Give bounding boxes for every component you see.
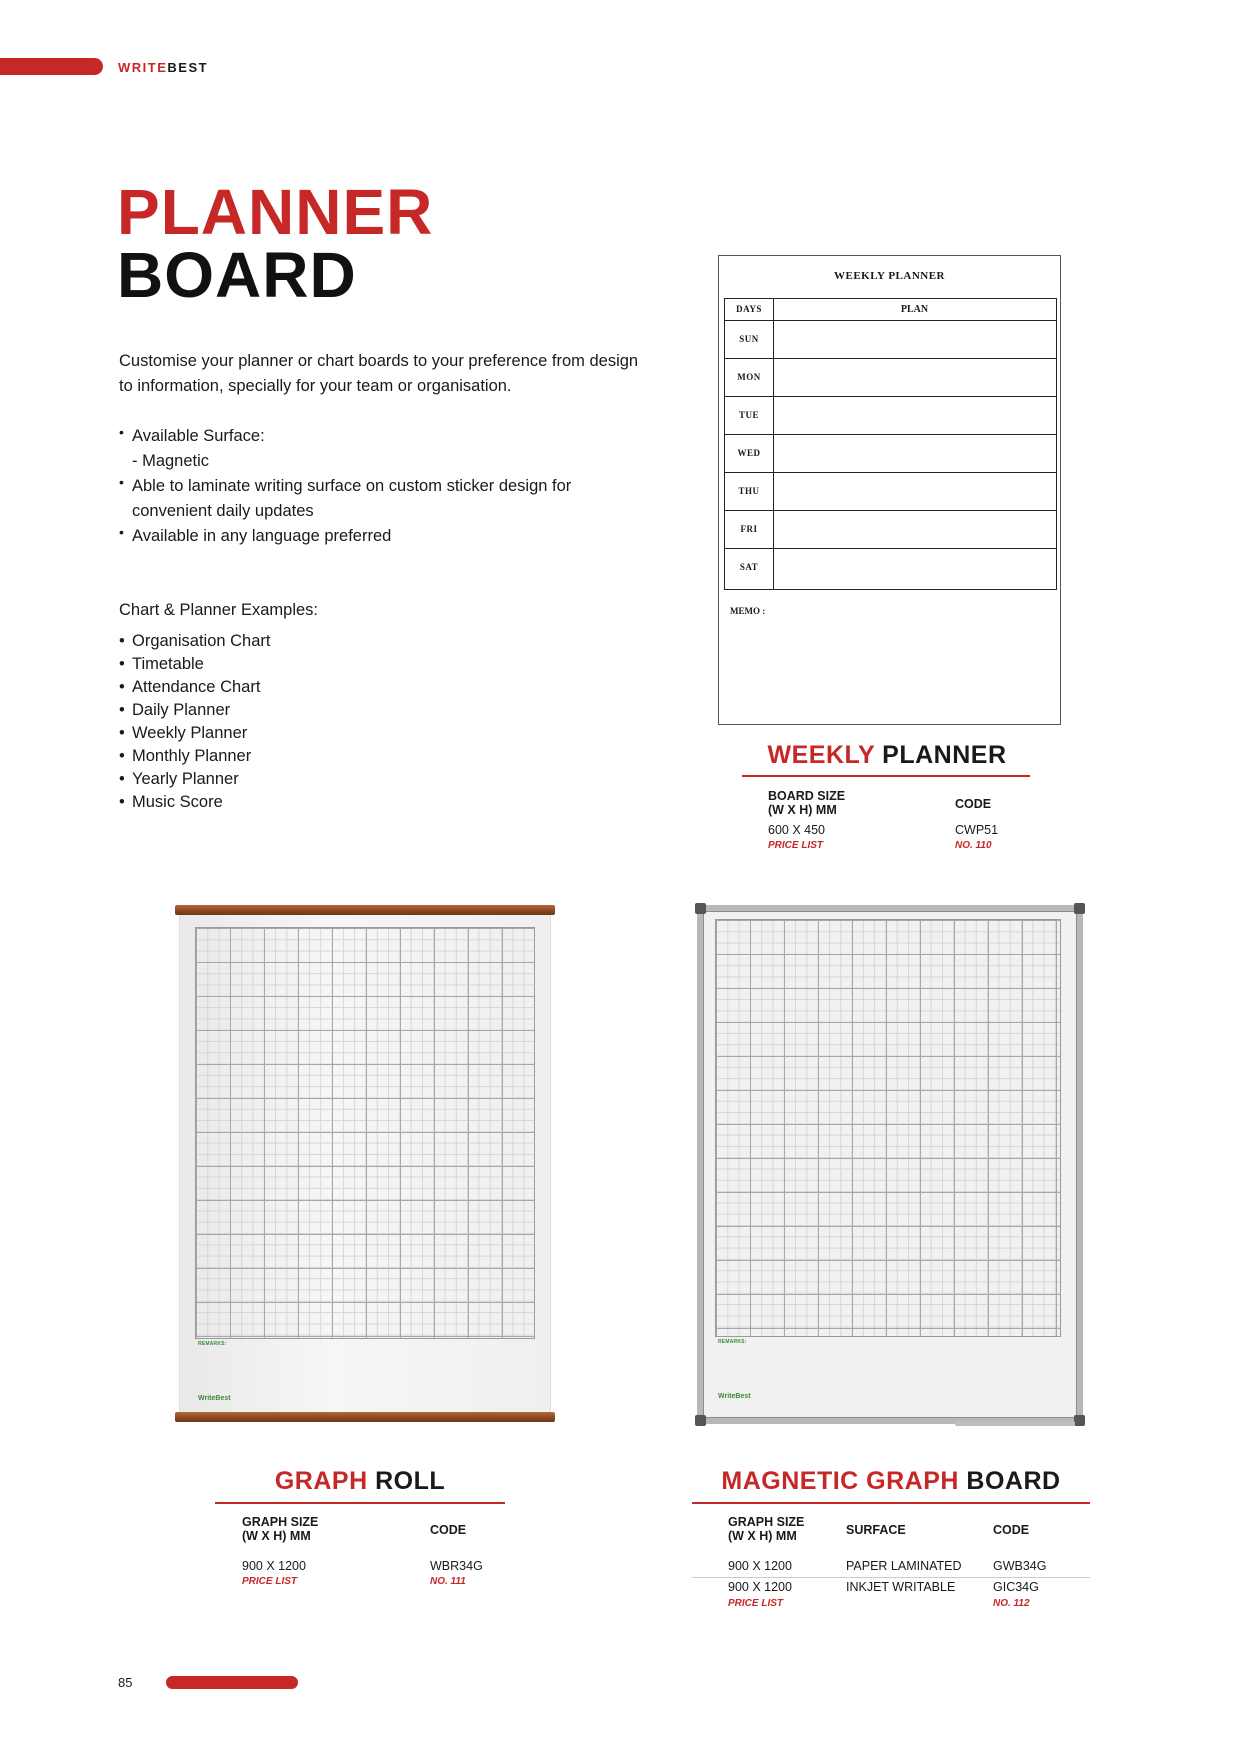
weekly-planner-sheet bbox=[718, 255, 1061, 725]
intro-paragraph: Customise your planner or chart boards to your preference from design to information, specially for your team or organisation. bbox=[119, 352, 639, 395]
col-header-code: CODE bbox=[993, 1523, 1030, 1537]
code-value: GWB34G bbox=[993, 1559, 1047, 1573]
page-number: 85 bbox=[118, 1675, 133, 1690]
code-value: GIC34G bbox=[993, 1580, 1039, 1594]
example-item: • Organisation Chart bbox=[119, 632, 271, 650]
feature-item: • Able to laminate writing surface on custom sticker design for convenient daily updates bbox=[119, 474, 572, 520]
col-header-code: CODE bbox=[430, 1523, 467, 1537]
graph-roll-rule bbox=[215, 1502, 505, 1504]
photo-remarks-text: REMARKS: bbox=[718, 1339, 747, 1345]
day-label: WED bbox=[737, 448, 761, 458]
feature-item: • Available in any language preferred bbox=[119, 524, 392, 545]
brand-part-write: WRITE bbox=[118, 60, 168, 75]
price-list-label: PRICE LIST bbox=[728, 1598, 784, 1609]
price-list-label: PRICE LIST bbox=[768, 840, 824, 851]
day-label: THU bbox=[738, 486, 760, 496]
example-item: • Music Score bbox=[119, 793, 223, 811]
surface-value: PAPER LAMINATED bbox=[846, 1559, 962, 1573]
price-list-label: PRICE LIST bbox=[242, 1576, 298, 1587]
graph-size-value: 900 X 1200 bbox=[728, 1580, 792, 1594]
day-label: SUN bbox=[739, 334, 759, 344]
example-item: • Daily Planner bbox=[119, 701, 231, 719]
graph-size-value: 900 X 1200 bbox=[242, 1559, 306, 1573]
wooden-rod-top bbox=[175, 905, 555, 915]
example-item: • Attendance Chart bbox=[119, 678, 261, 696]
magnetic-graph-rule bbox=[692, 1502, 1090, 1504]
page-title-line1: PLANNER bbox=[117, 176, 434, 248]
day-label: SAT bbox=[739, 562, 759, 572]
header-accent-bar bbox=[0, 58, 103, 75]
photo-remarks-text: REMARKS: bbox=[198, 1341, 227, 1347]
examples-list bbox=[119, 630, 271, 814]
example-item: • Timetable bbox=[119, 655, 204, 673]
graph-size-value: 900 X 1200 bbox=[728, 1559, 792, 1573]
weekly-planner-title: WEEKLY PLANNER bbox=[767, 741, 1007, 769]
day-label: TUE bbox=[738, 410, 759, 420]
graph-code-value: WBR34G bbox=[430, 1559, 483, 1573]
price-list-number: NO. 110 bbox=[955, 840, 992, 851]
magnetic-graph-title: MAGNETIC GRAPH BOARD bbox=[721, 1467, 1061, 1495]
marker-tray bbox=[955, 1421, 1075, 1426]
col-header-size: BOARD SIZE (W X H) MM bbox=[768, 789, 846, 817]
examples-heading: Chart & Planner Examples: bbox=[119, 601, 319, 619]
board-size-value: 600 X 450 bbox=[768, 823, 825, 837]
plan-header: PLAN bbox=[900, 304, 929, 315]
wooden-rod-bottom bbox=[175, 1412, 555, 1422]
footer-accent-bar bbox=[166, 1676, 298, 1689]
feature-list bbox=[119, 424, 639, 549]
brand-part-best: BEST bbox=[167, 60, 209, 75]
price-list-number: NO. 111 bbox=[430, 1576, 466, 1587]
planner-grid bbox=[724, 298, 1057, 590]
example-item: • Yearly Planner bbox=[119, 770, 239, 788]
feature-subitem: - Magnetic bbox=[132, 452, 210, 470]
feature-item: • Available Surface: bbox=[119, 424, 265, 445]
day-label: MON bbox=[737, 372, 761, 382]
graph-roll-image bbox=[175, 905, 555, 1422]
day-label: FRI bbox=[740, 524, 758, 534]
sheet-title: WEEKLY PLANNER bbox=[833, 270, 945, 282]
row-divider bbox=[692, 1577, 1090, 1578]
memo-label: MEMO : bbox=[730, 606, 766, 616]
graph-roll-title: GRAPH ROLL bbox=[274, 1467, 446, 1495]
example-item: • Weekly Planner bbox=[119, 724, 248, 742]
example-item: • Monthly Planner bbox=[119, 747, 252, 765]
page-title-line2: BOARD bbox=[117, 239, 357, 311]
board-code-value: CWP51 bbox=[955, 823, 999, 837]
col-header-size: GRAPH SIZE (W X H) MM bbox=[728, 1515, 805, 1543]
writebest-logo: WriteBest bbox=[198, 1395, 231, 1402]
magnetic-graph-board-image bbox=[697, 905, 1083, 1424]
price-list-number: NO. 112 bbox=[993, 1598, 1030, 1609]
days-header: DAYS bbox=[736, 304, 762, 314]
writebest-logo: WriteBest bbox=[718, 1393, 751, 1400]
weekly-planner-rule bbox=[742, 775, 1030, 777]
brand-logo-text bbox=[118, 60, 208, 75]
col-header-code: CODE bbox=[955, 797, 992, 811]
col-header-size: GRAPH SIZE (W X H) MM bbox=[242, 1515, 319, 1543]
surface-value: INKJET WRITABLE bbox=[846, 1580, 956, 1594]
col-header-surface: SURFACE bbox=[846, 1523, 906, 1537]
